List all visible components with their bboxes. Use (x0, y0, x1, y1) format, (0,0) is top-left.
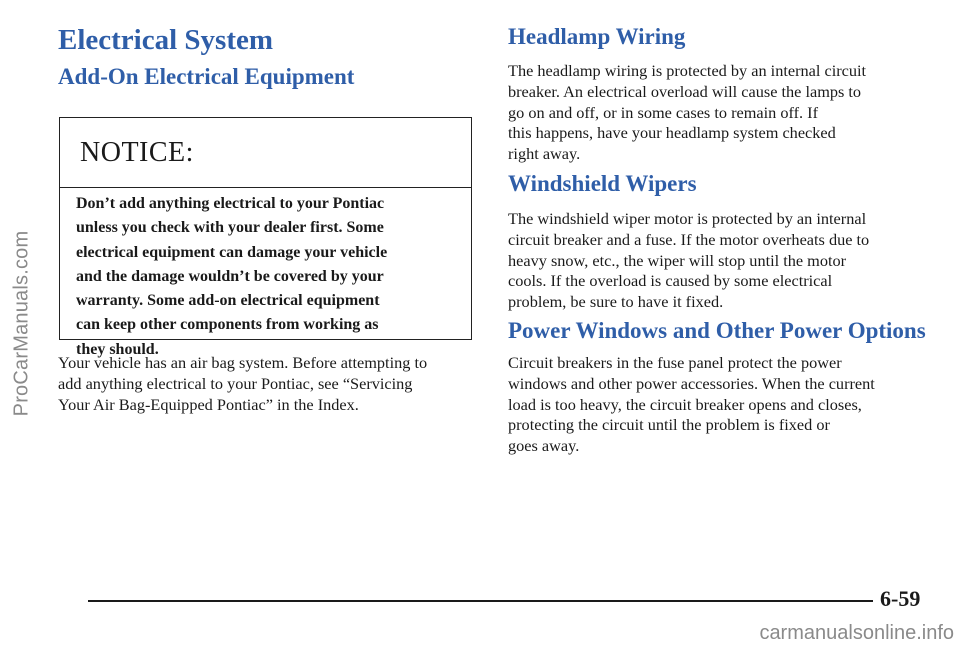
paragraph-line: goes away. (508, 436, 580, 456)
side-watermark (6, 0, 38, 646)
side-watermark-text: ProCarManuals.com (10, 230, 33, 416)
notice-box (59, 117, 472, 358)
notice-text (76, 192, 466, 362)
notice-heading: NOTICE: (80, 136, 194, 168)
power-options-paragraph (508, 353, 926, 457)
notice-line: unless you check with your dealer first. Some (76, 219, 384, 237)
notice-header (60, 118, 471, 188)
paragraph-line: go on and off, or in some cases to remain off. If (508, 102, 819, 122)
paragraph-line: breaker. An electrical overload will cause the lamps to (508, 81, 862, 101)
paragraph-line: The headlamp wiring is protected by an internal circuit (508, 61, 867, 80)
footer-rule (88, 600, 873, 602)
paragraph-line: this happens, have your headlamp system checked (508, 123, 836, 143)
power-options-title: Power Windows and Other Power Options (508, 318, 926, 343)
paragraph-line: load is too heavy, the circuit breaker opens and closes, (508, 394, 862, 414)
paragraph-line: Your Air Bag-Equipped Pontiac” in the Index. (58, 394, 359, 414)
notice-line: can keep other components from working as (76, 316, 379, 334)
paragraph-line: heavy snow, etc., the wiper will stop until the motor (508, 250, 847, 270)
paragraph-line: right away. (508, 144, 581, 164)
paragraph-line: Your vehicle has an air bag system. Before attempting to (58, 353, 428, 372)
notice-line: electrical equipment can damage your vehicle (76, 243, 388, 261)
notice-line: warranty. Some add-on electrical equipment (76, 292, 380, 310)
page-number: 6-59 (880, 586, 921, 611)
wipers-title: Windshield Wipers (508, 171, 697, 196)
airbag-paragraph (58, 353, 478, 415)
paragraph-line: windows and other power accessories. When the current (508, 373, 875, 393)
bottom-watermark: carmanualsonline.info (759, 622, 954, 644)
paragraph-line: The windshield wiper motor is protected by an internal (508, 209, 867, 228)
headlamp-title: Headlamp Wiring (508, 24, 686, 49)
paragraph-line: cools. If the overload is caused by some electrical (508, 271, 833, 291)
paragraph-line: Circuit breakers in the fuse panel protect the power (508, 353, 842, 372)
subsection-title: Add-On Electrical Equipment (58, 64, 355, 89)
headlamp-paragraph (508, 61, 926, 165)
notice-line: Don’t add anything electrical to your Pontiac (76, 195, 385, 212)
notice-line: they should. (76, 340, 159, 358)
paragraph-line: problem, be sure to have it fixed. (508, 292, 724, 312)
section-title: Electrical System (58, 24, 274, 56)
paragraph-line: circuit breaker and a fuse. If the motor overheats due to (508, 229, 870, 249)
paragraph-line: add anything electrical to your Pontiac, see “Servicing (58, 373, 413, 393)
notice-line: and the damage wouldn’t be covered by your (76, 267, 384, 285)
paragraph-line: protecting the circuit until the problem is fixed or (508, 415, 830, 435)
wipers-paragraph (508, 209, 926, 313)
